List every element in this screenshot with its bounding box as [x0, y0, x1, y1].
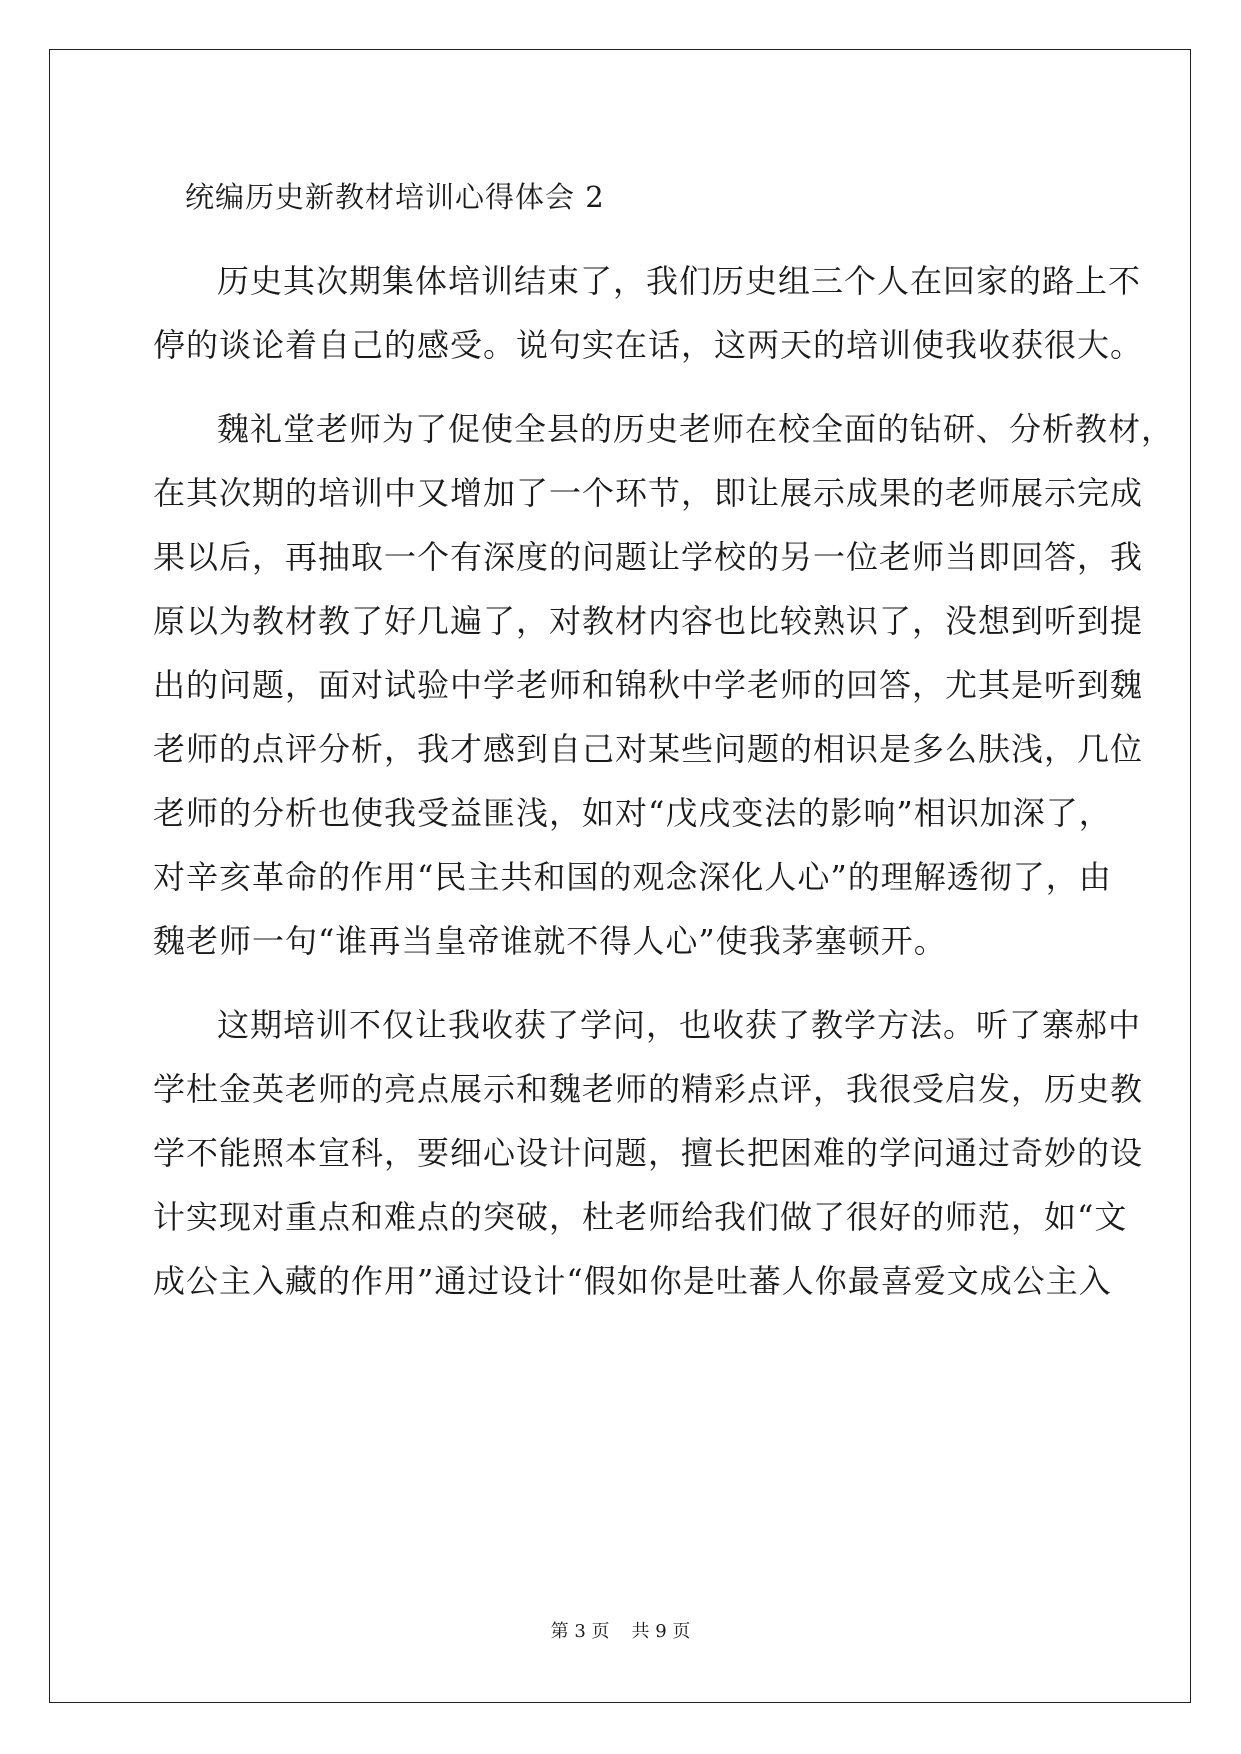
- document-body: [153, 165, 1175, 1333]
- paragraph-line: 对辛亥革命的作用“民主共和国的观念深化人心”的理解透彻了，由: [153, 858, 1112, 896]
- paragraph-3: [153, 993, 1144, 1313]
- paragraph-line: 魏老师一句“谁再当皇帝谁就不得人心”使我茅塞顿开。: [153, 922, 947, 960]
- paragraph-line: 出的问题，面对试验中学老师和锦秋中学老师的回答，尤其是听到魏: [153, 666, 1144, 704]
- paragraph-line: 学杜金英老师的亮点展示和魏老师的精彩点评，我很受启发，历史教: [153, 1070, 1144, 1108]
- paragraph-line: 计实现对重点和难点的突破，杜老师给我们做了很好的师范，如“文: [153, 1198, 1128, 1236]
- paragraph-line: 原以为教材教了好几遍了，对教材内容也比较熟识了，没想到听到提: [153, 602, 1144, 640]
- paragraph-line: 停的谈论着自己的感受。说句实在话，这两天的培训使我收获很大。: [153, 326, 1144, 364]
- paragraph-1: [153, 249, 1144, 377]
- paragraph-line: 老师的分析也使我受益匪浅，如对“戊戌变法的影响”相识加深了，: [153, 794, 1112, 832]
- total-pages: 共 9 页: [631, 1621, 691, 1642]
- paragraph-line: 在其次期的培训中又增加了一个环节，即让展示成果的老师展示完成: [153, 474, 1144, 512]
- paragraph-line: 历史其次期集体培训结束了，我们历史组三个人在回家的路上不: [217, 262, 1142, 300]
- document-title: 统编历史新教材培训心得体会 2: [185, 180, 605, 214]
- paragraph-2: [153, 397, 1175, 973]
- paragraph-line: 魏礼堂老师为了促使全县的历史老师在校全面的钻研、分析教材，: [217, 410, 1175, 448]
- paragraph-line: 成公主入藏的作用”通过设计“假如你是吐蕃人你最喜爱文成公主入: [153, 1262, 1112, 1300]
- paragraph-line: 老师的点评分析，我才感到自己对某些问题的相识是多么肤浅，几位: [153, 730, 1144, 768]
- paragraph-line: 这期培训不仅让我收获了学问，也收获了教学方法。听了寨郝中: [217, 1006, 1142, 1044]
- page-number: 第 3 页: [550, 1621, 610, 1642]
- paragraph-line: 果以后，再抽取一个有深度的问题让学校的另一位老师当即回答，我: [153, 538, 1144, 576]
- page-footer: [0, 1620, 1241, 1644]
- paragraph-line: 学不能照本宣科，要细心设计问题，擅长把困难的学问通过奇妙的设: [153, 1134, 1144, 1172]
